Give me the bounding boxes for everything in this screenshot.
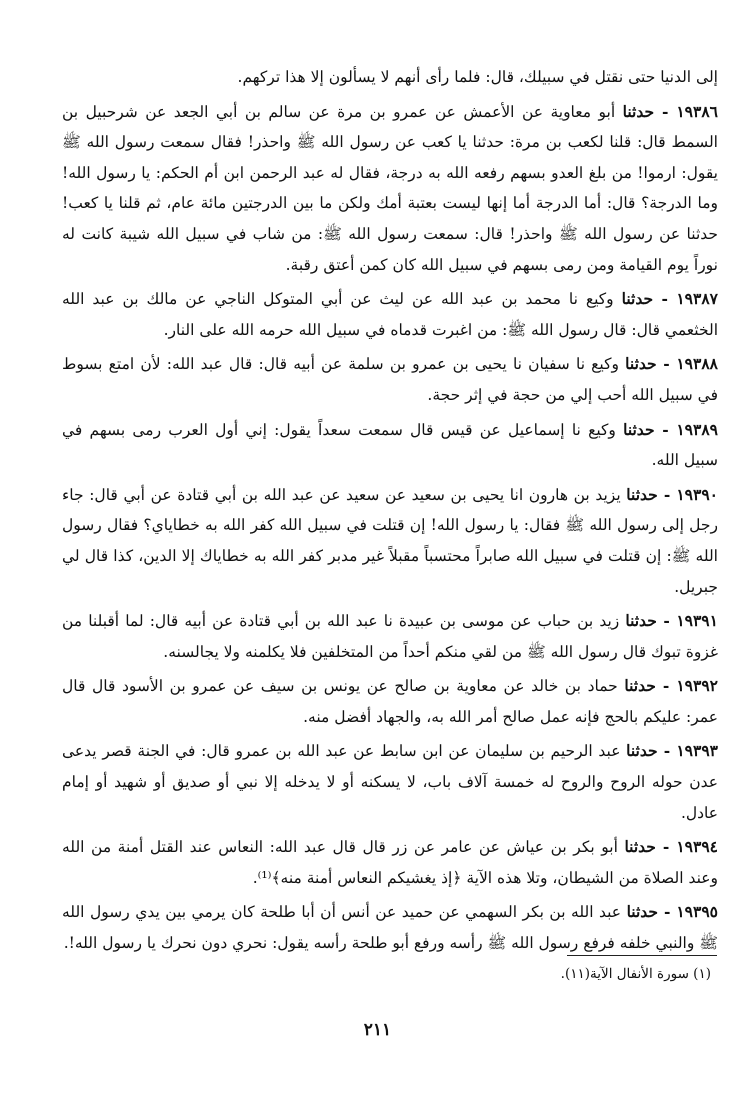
hadith-number: ١٩٣٨٧ - حدثنا	[621, 289, 718, 309]
hadith-number: ١٩٣٩٤ - حدثنا	[624, 837, 718, 857]
hadith-entry	[62, 284, 718, 345]
hadith-entry	[62, 832, 718, 893]
hadith-text: عبد الله بن بكر السهمي عن حميد عن أنس أن أبا طلحة كان يرمي بين يدي رسول الله ﷺ والنبي خلفه فرفع رسول الله ﷺ رأسه ورفع أبو طلحة رأسه يقول: نحري دون نحرك يا رسول الله!.	[62, 903, 718, 953]
hadith-number: ١٩٣٩٢ - حدثنا	[624, 676, 718, 696]
hadith-text: يزيد بن هارون انا يحيى بن سعيد عن سعيد عن عبد الله بن أبي قتادة عن أبي قال: جاء رجل إلى رسول الله ﷺ فقال: يا رسول الله! إن قتلت في سبيل الله كفر الله به خطاياي؟ فقال رسول الله ﷺ: إن قتلت في سبيل الله صابراً محتسباً مقبلاً غير مدبر كفر الله به خطاياك إلا الدين، كذا قال لي جبريل.	[62, 485, 718, 596]
hadith-text: أبو بكر بن عياش عن عامر عن زر قال قال عبد الله: النعاس عند القتل أمنة من الله وعند الصلاة من الشيطان، وتلا هذه الآية ﴿إذ يغشيكم النعاس أمنة منه﴾⁽¹⁾.	[62, 838, 718, 887]
hadith-entry	[62, 349, 718, 410]
hadith-text: وكيع نا إسماعيل عن قيس قال سمعت سعداً يقول: إني أول العرب رمى بسهم في سبيل الله.	[62, 420, 718, 470]
hadith-number: ١٩٣٩١ - حدثنا	[625, 611, 718, 631]
hadith-text: وكيع نا محمد بن عبد الله عن ليث عن أبي المتوكل الناجي عن مالك بن عبد الله الخثعمي قال: قال رسول الله ﷺ: من اغبرت قدماه في سبيل الله حرمه الله على النار.	[62, 290, 718, 339]
hadith-text: وكيع نا سفيان نا يحيى بن عمرو بن سلمة عن أبيه قال: قال عبد الله: لأن امتع بسوط في سبيل الله أحب إلي من حجة في إثر حجة.	[62, 355, 718, 404]
page-body	[62, 62, 718, 963]
hadith-text: حماد بن خالد عن معاوية بن صالح عن يونس بن سيف عن عمرو بن الأسود قال قال عمر: عليكم بالحج فإنه عمل صالح أمر الله به، والجهاد أفضل منه.	[62, 677, 718, 726]
hadith-number: ١٩٣٨٨ - حدثنا	[625, 354, 718, 374]
hadith-entry	[62, 606, 718, 667]
footnote: (١) سورة الأنفال الآية(١١).	[560, 966, 711, 982]
hadith-number: ١٩٣٩٣ - حدثنا	[626, 741, 718, 761]
hadith-number: ١٩٣٩٠ - حدثنا	[626, 484, 718, 504]
hadith-number: ١٩٣٨٩ - حدثنا	[623, 419, 718, 439]
opening-line	[62, 62, 718, 93]
hadith-entry	[62, 97, 718, 281]
page-number: ٢١١	[363, 1020, 392, 1040]
opening-text: إلى الدنيا حتى نقتل في سبيلك، قال: فلما رأى أنهم لا يسألون إلا هذا تركهم.	[237, 68, 718, 86]
hadith-entry	[62, 736, 718, 828]
hadith-entry	[62, 897, 718, 958]
hadith-entry	[62, 671, 718, 732]
footnote-divider	[567, 955, 717, 956]
hadith-list	[62, 97, 718, 959]
hadith-text: زيد بن حباب عن موسى بن عبيدة نا عبد الله بن أبي قتادة عن أبيه قال: لما أقبلنا من غزوة تبوك قال رسول الله ﷺ من لقي منكم أحداً من المتخلفين فلا يكلمنه ولا يجالسنه.	[62, 612, 718, 661]
hadith-text: عبد الرحيم بن سليمان عن ابن سابط عن عبد الله بن عمرو قال: في الجنة قصر يدعى عدن حوله الروح والروح له خمسة آلاف باب، لا يسكنه أو لا يدخله إلا نبي أو صديق أو شهيد أو إمام عادل.	[62, 742, 718, 822]
hadith-number: ١٩٣٨٦ - حدثنا	[622, 101, 718, 121]
hadith-text: أبو معاوية عن الأعمش عن عمرو بن مرة عن سالم بن أبي الجعد عن شرحبيل بن السمط قال: قلنا لكعب بن مرة: حدثنا يا كعب عن رسول الله ﷺ واحذر! فقال سمعت رسول الله ﷺ يقول: ارموا! من بلغ العدو بسهم رفعه الله به درجة، فقال له عبد الرحمن ابن أم الحكم: يا رسول الله! وما الدرجة؟ قال: أما الدرجة أما إنها ليست بعتبة أمك ولكن ما بين الدرجتين مائة عام، ثم قلنا يا كعب! حدثنا عن رسول الله ﷺ واحذر! قال: سمعت رسول الله ﷺ: من شاب في سبيل الله شيبة كانت له نوراً يوم القيامة ومن رمى بسهم في سبيل الله كان كمن أعتق رقبة.	[62, 102, 718, 274]
hadith-entry	[62, 480, 718, 602]
hadith-number: ١٩٣٩٥ - حدثنا	[626, 902, 718, 922]
hadith-entry	[62, 415, 718, 476]
